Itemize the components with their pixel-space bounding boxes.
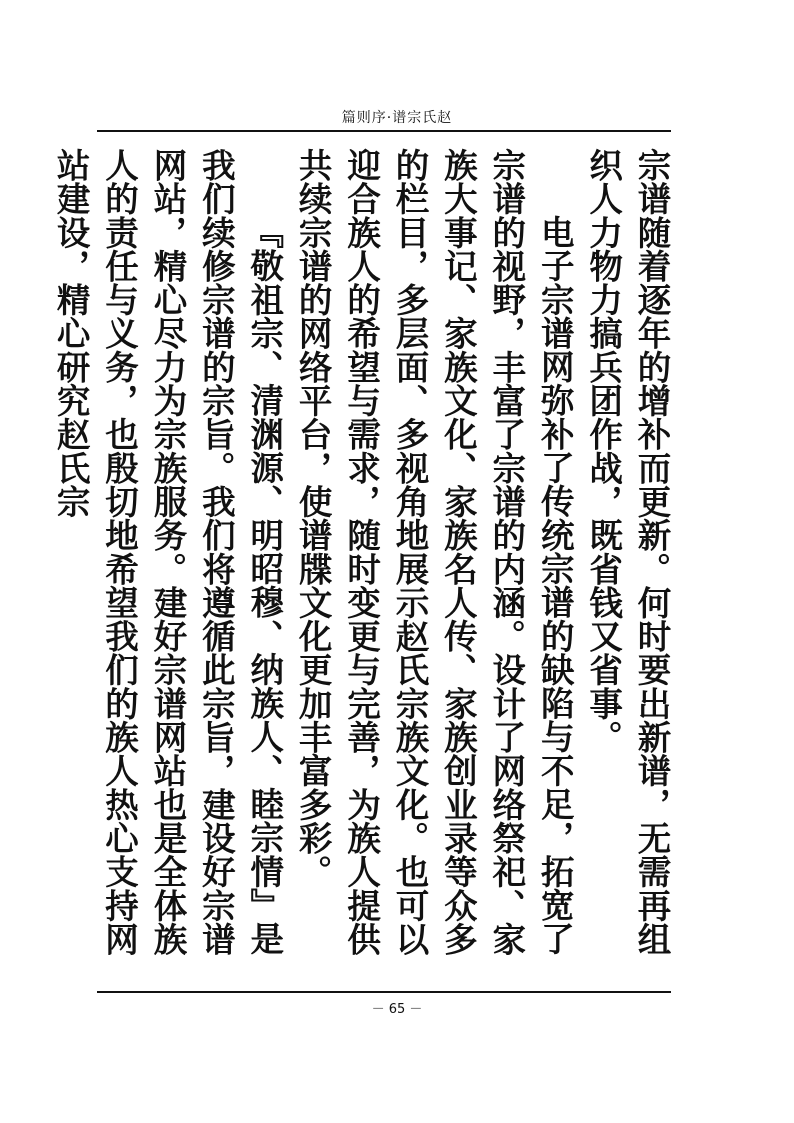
paragraph-1: 宗谱随着逐年的增补而更新。何时要出新谱，无需再组织人力物力搞兵团作战，既省钱又省事。 (583, 148, 671, 956)
paragraph-2: 电子宗谱网弥补了传统宗谱的缺陷与不足，拓宽了宗谱的视野，丰富了宗谱的内涵。设计了网络祭祀、家族大事记、家族文化、家族名人传、家族创业录等众多的栏目，多层面、多视角地展示赵氏宗族文化。也可以迎合族人的希望与需求，随时变更与完善，为族人提供共续宗谱的网络平台，使谱牒文化更加丰富多彩。 (293, 148, 575, 956)
page-number: － 65 － (371, 1002, 423, 1017)
running-head: 篇则序·谱宗氏赵 (341, 110, 453, 126)
header-rule (97, 130, 671, 132)
body-text (51, 148, 675, 980)
paragraph-3: 『敬祖宗、清渊源、明昭穆、纳族人、睦宗情』是我们续修宗谱的宗旨。我们将遵循此宗旨，建设好宗谱网站，精心尽力为宗族服务。建好宗谱网站也是全体族人的责任与义务，也殷切地希望我们的族人热心支持网站建设，精心研究赵氏宗 (51, 148, 284, 956)
footer-rule (97, 991, 671, 993)
